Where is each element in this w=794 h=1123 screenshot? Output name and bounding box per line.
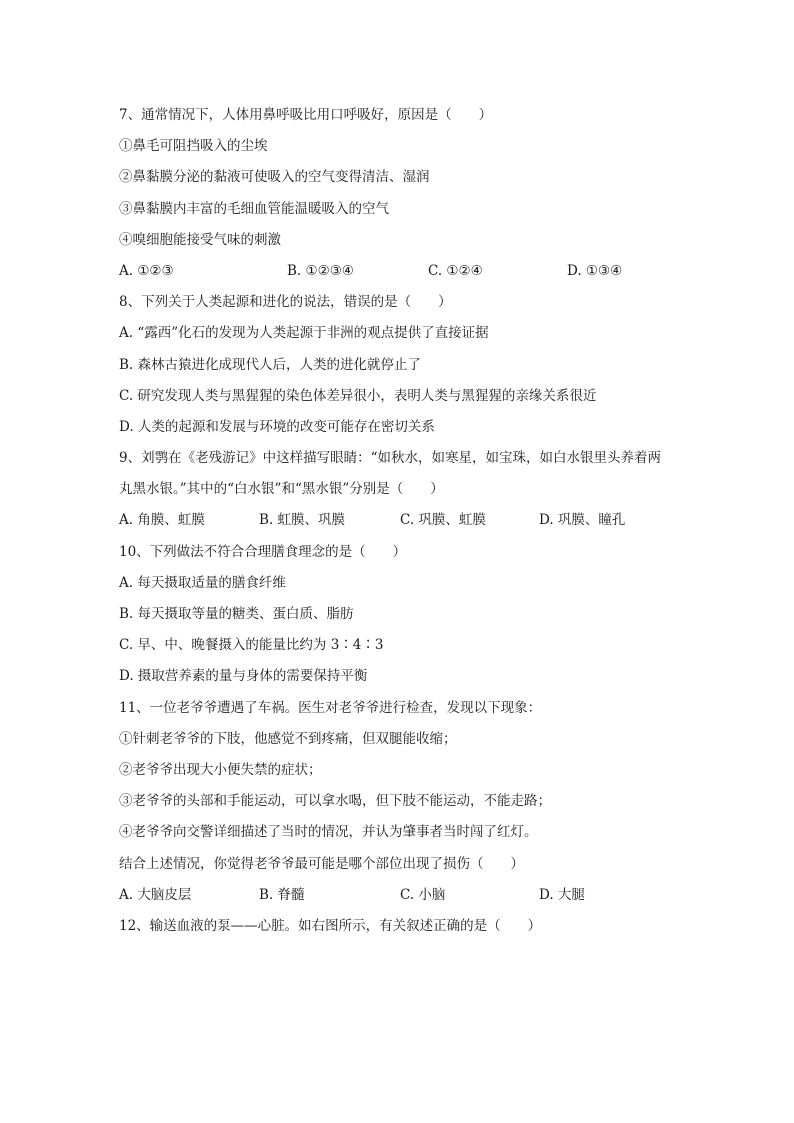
q11-statement-2: ②老爷爷出现大小便失禁的症状； (119, 761, 322, 778)
q9-options (119, 505, 689, 536)
q7-option-d[interactable]: D. ①③④ (567, 262, 623, 279)
q11-option-a[interactable]: A. 大脑皮层 (119, 886, 192, 903)
q7-statement-1: ①鼻毛可阻挡吸入的尘埃 (119, 138, 268, 155)
q7-option-b[interactable]: B. ①②③④ (287, 262, 354, 279)
q7-options (119, 256, 689, 287)
q8-option-a[interactable]: A. “露西”化石的发现为人类起源于非洲的观点提供了直接证据 (119, 325, 489, 342)
q8-option-b[interactable]: B. 森林古猿进化成现代人后，人类的进化就停止了 (119, 356, 422, 373)
exam-page (119, 100, 689, 942)
q11-statement-4: ④老爷爷向交警详细描述了当时的情况，并认为肇事者当时闯了红灯。 (119, 824, 538, 841)
q9-stem-line-2: 丸黑水银。”其中的“白水银”和“黑水银”分别是（ ） (119, 481, 444, 498)
q7-statement-3: ③鼻黏膜内丰富的毛细血管能温暖吸入的空气 (119, 200, 389, 217)
q10-stem: 10、下列做法不符合合理膳食理念的是（ ） (119, 543, 407, 560)
q11-stem: 11、一位老爷爷遭遇了车祸。医生对老爷爷进行检查，发现以下现象： (119, 699, 542, 716)
q7-stem: 7、通常情况下，人体用鼻呼吸比用口呼吸好，原因是（ ） (119, 107, 493, 123)
q9-option-d[interactable]: D. 巩膜、瞳孔 (539, 512, 626, 529)
q11-option-b[interactable]: B. 脊髓 (259, 886, 305, 903)
q7-option-c[interactable]: C. ①②④ (428, 262, 483, 279)
q7-statement-4: ④嗅细胞能接受气味的刺激 (119, 231, 281, 248)
q9-stem-line-1: 9、刘鹗在《老残游记》中这样描写眼睛：“如秋水，如寒星，如宝珠，如白水银里头养着两 (119, 450, 661, 467)
q9-option-b[interactable]: B. 虹膜、巩膜 (259, 512, 346, 529)
q11-statement-1: ①针刺老爷爷的下肢，他感觉不到疼痛，但双腿能收缩； (119, 730, 457, 747)
q10-option-b[interactable]: B. 每天摄取等量的糖类、蛋白质、脂肪 (119, 606, 354, 622)
q8-stem: 8、下列关于人类起源和进化的说法，错误的是（ ） (119, 294, 452, 311)
q9-option-a[interactable]: A. 角膜、虹膜 (119, 512, 205, 529)
q11-question: 结合上述情况，你觉得老爷爷最可能是哪个部位出现了损伤（ ） (119, 855, 524, 872)
q9-option-c[interactable]: C. 巩膜、虹膜 (400, 512, 486, 529)
q10-option-a[interactable]: A. 每天摄取适量的膳食纤维 (119, 574, 286, 591)
q10-option-c[interactable]: C. 早、中、晚餐摄入的能量比约为 3∶4∶3 (119, 637, 384, 654)
q11-options (119, 880, 689, 911)
q11-option-d[interactable]: D. 大腿 (539, 886, 585, 903)
q12-stem: 12、输送血液的泵——心脏。如右图所示，有关叙述正确的是（ ） (119, 917, 542, 934)
q8-option-c[interactable]: C. 研究发现人类与黑猩猩的染色体差异很小，表明人类与黑猩猩的亲缘关系很近 (119, 387, 597, 404)
q11-statement-3: ③老爷爷的头部和手能运动，可以拿水喝，但下肢不能运动，不能走路； (119, 793, 551, 810)
q8-option-d[interactable]: D. 人类的起源和发展与环境的改变可能存在密切关系 (119, 418, 435, 435)
q7-option-a[interactable]: A. ①②③ (119, 262, 174, 279)
q11-option-c[interactable]: C. 小脑 (400, 886, 446, 903)
q7-statement-2: ②鼻黏膜分泌的黏液可使吸入的空气变得清洁、湿润 (119, 169, 430, 186)
q10-option-d[interactable]: D. 摄取营养素的量与身体的需要保持平衡 (119, 668, 368, 685)
